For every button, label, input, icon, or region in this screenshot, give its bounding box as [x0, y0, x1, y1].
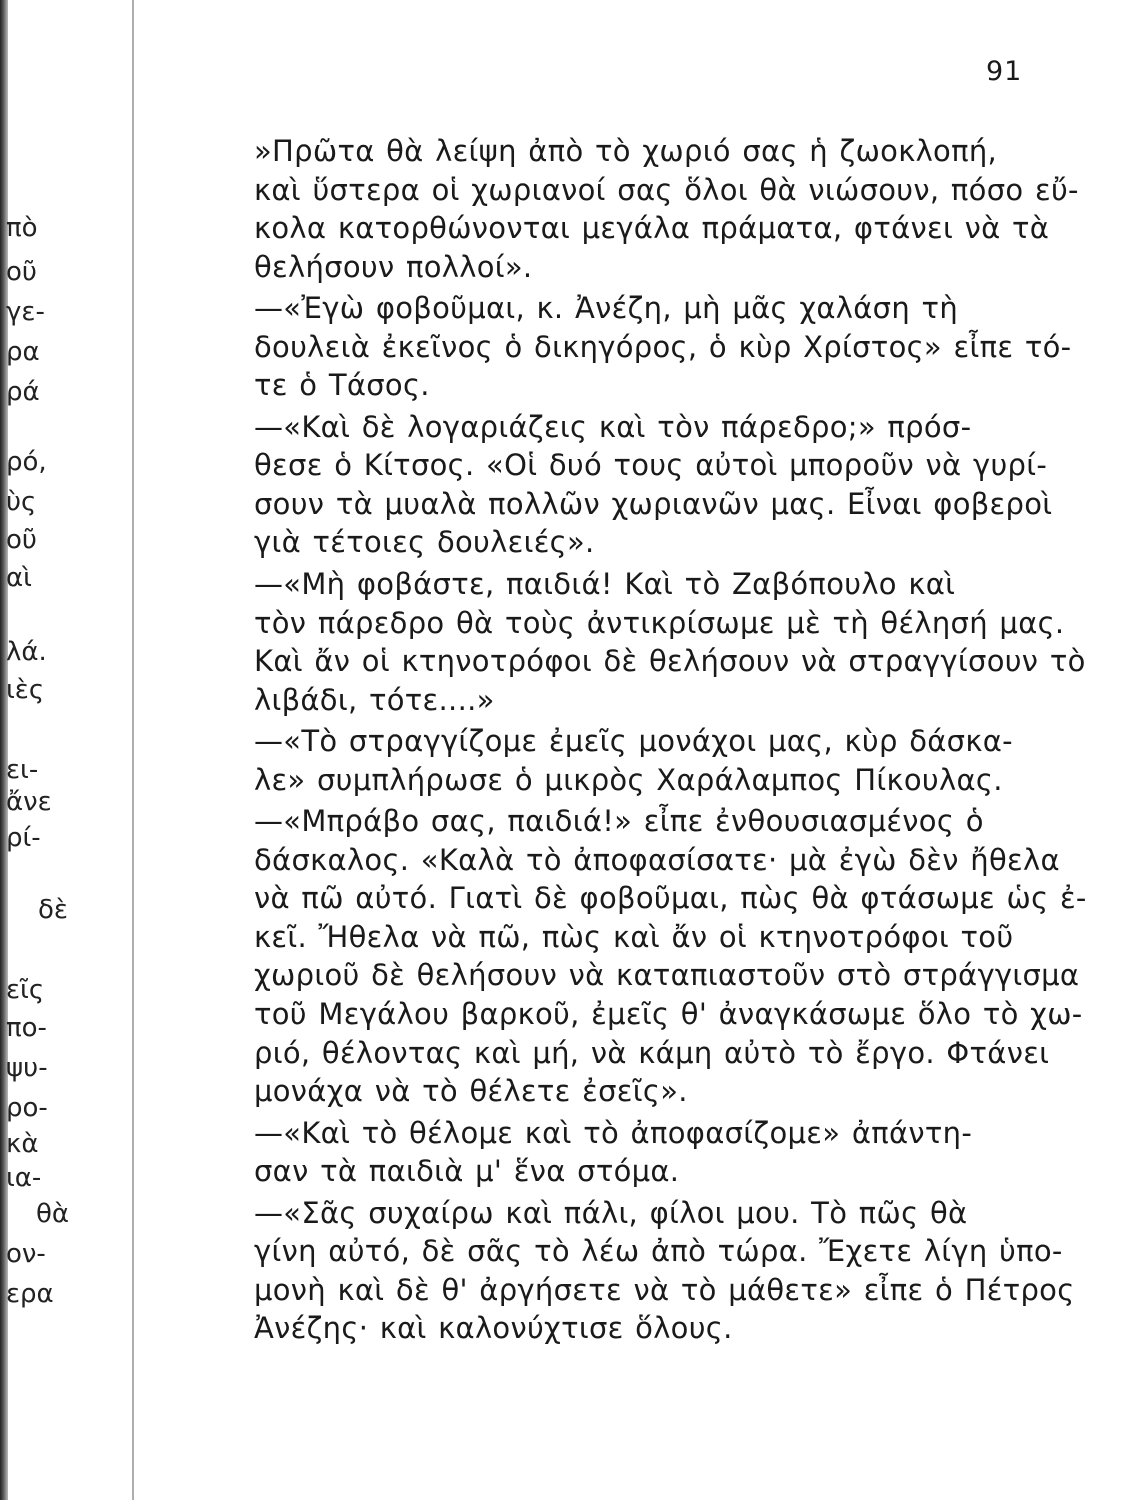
margin-fragment: πο-: [6, 1013, 47, 1043]
margin-fragment: ἄνε: [6, 787, 52, 817]
text-line: θεσε ὁ Κίτσος. «Οἱ δυό τους αὐτοὶ μποροῦν νὰ γυρί-: [254, 448, 1048, 483]
text-line: θελήσουν πολλοί».: [254, 249, 533, 284]
text-line: σουν τὰ μυαλὰ πολλῶν χωριανῶν μας. Εἶναι φοβεροὶ: [254, 486, 1053, 521]
margin-fragment: ρο-: [6, 1093, 48, 1123]
text-line: κολα κατορθώνονται μεγάλα πράματα, φτάνει νὰ τὰ: [254, 211, 1050, 246]
text-line: —«Σᾶς συχαίρω καὶ πάλι, φίλοι μου. Τὸ πῶς θὰ: [254, 1195, 968, 1230]
text-line: καὶ ὕστερα οἱ χωριανοί σας ὅλοι θὰ νιώσουν, πόσο εὔ-: [254, 172, 1079, 207]
text-line: γιὰ τέτοιες δουλειές».: [254, 525, 595, 560]
margin-fragment: ια-: [6, 1163, 42, 1193]
text-line: λε» συμπλήρωσε ὁ μικρὸς Χαράλαμπος Πίκουλας.: [254, 762, 1003, 797]
text-line: —«Καὶ δὲ λογαριάζεις καὶ τὸν πάρεδρο;» πρόσ-: [254, 409, 972, 444]
margin-fragment: οῦ: [6, 525, 37, 555]
page-body-text: [254, 132, 1087, 1348]
text-line: χωριοῦ δὲ θελήσουν νὰ καταπιαστοῦν στὸ στράγγισμα: [254, 958, 1080, 993]
text-line: —«Ἐγὼ φοβοῦμαι, κ. Ἀνέζη, μὴ μᾶς χαλάση τὴ: [254, 291, 958, 326]
margin-fragment: οῦ: [6, 257, 37, 287]
margin-fragment: ψυ-: [6, 1053, 48, 1083]
margin-fragment: λά.: [6, 637, 47, 667]
margin-fragment: ρό,: [6, 447, 47, 477]
margin-fragment: γε-: [6, 297, 45, 327]
text-line: —«Μπράβο σας, παιδιά!» εἶπε ἐνθουσιασμένος ὁ: [254, 804, 984, 839]
text-line: δουλειὰ ἐκεῖνος ὁ δικηγόρος, ὁ κὺρ Χρίστος» εἶπε τό-: [254, 329, 1072, 364]
text-line: Ἀνέζης· καὶ καλονύχτισε ὅλους.: [254, 1311, 733, 1346]
text-line: κεῖ. Ἤθελα νὰ πῶ, πὼς καὶ ἄν οἱ κτηνοτρόφοι τοῦ: [254, 919, 1014, 954]
text-line: μονάχα νὰ τὸ θέλετε ἐσεῖς».: [254, 1074, 688, 1109]
text-line: —«Τὸ στραγγίζομε ἐμεῖς μονάχοι μας, κὺρ δάσκα-: [254, 724, 1013, 759]
text-line: σαν τὰ παιδιὰ μ' ἕνα στόμα.: [254, 1154, 680, 1189]
text-line: τοῦ Μεγάλου βαρκοῦ, ἐμεῖς θ' ἀναγκάσωμε ὅλο τὸ χω-: [254, 997, 1083, 1032]
margin-fragment: δὲ: [38, 895, 68, 925]
text-line: ριό, θέλοντας καὶ μή, νὰ κάμη αὐτὸ τὸ ἔργο. Φτάνει: [254, 1035, 1050, 1070]
gutter-line: [132, 0, 134, 1500]
text-line: Καὶ ἄν οἱ κτηνοτρόφοι δὲ θελήσουν νὰ στραγγίσουν τὸ: [254, 644, 1086, 679]
text-line: νὰ πῶ αὐτό. Γιατὶ δὲ φοβοῦμαι, πὼς θὰ φτάσωμε ὡς ἐ-: [254, 881, 1087, 916]
text-line: μονὴ καὶ δὲ θ' ἀργήσετε νὰ τὸ μάθετε» εἶπε ὁ Πέτρος: [254, 1272, 1075, 1307]
margin-fragment: ει-: [6, 755, 39, 785]
text-line: —«Μὴ φοβάστε, παιδιά! Καὶ τὸ Ζαβόπουλο καὶ: [254, 567, 956, 602]
margin-fragment: ὺς: [6, 487, 37, 517]
text-line: »Πρῶτα θὰ λείψη ἀπὸ τὸ χωριό σας ἡ ζωοκλοπή,: [254, 134, 998, 168]
text-line: γίνη αὐτό, δὲ σᾶς τὸ λέω ἀπὸ τώρα. Ἔχετε λίγη ὑπο-: [254, 1234, 1063, 1269]
margin-fragment: αὶ: [6, 563, 32, 593]
margin-fragment: ρί-: [6, 823, 41, 853]
text-line: τε ὁ Τάσος.: [254, 368, 430, 403]
margin-fragment: εῖς: [6, 975, 45, 1005]
text-line: λιβάδι, τότε....»: [254, 682, 495, 717]
margin-fragment: ρα: [6, 337, 40, 367]
page-number: 91: [986, 56, 1023, 87]
text-line: δάσκαλος. «Καλὰ τὸ ἀποφασίσατε· μὰ ἐγὼ δὲν ἤθελα: [254, 842, 1060, 877]
margin-fragment: πὸ: [6, 213, 38, 243]
margin-fragment: ιὲς: [6, 675, 45, 705]
margin-fragment: κὰ: [6, 1129, 39, 1159]
margin-fragment: ον-: [6, 1239, 46, 1269]
text-line: —«Καὶ τὸ θέλομε καὶ τὸ ἀποφασίζομε» ἀπάντη-: [254, 1115, 973, 1150]
previous-page-margin: [6, 0, 126, 1500]
text-line: τὸν πάρεδρο θὰ τοὺς ἀντικρίσωμε μὲ τὴ θέλησή μας.: [254, 605, 1065, 640]
margin-fragment: ερα: [6, 1279, 54, 1309]
margin-fragment: θὰ: [36, 1199, 70, 1229]
margin-fragment: ρά: [6, 377, 40, 407]
